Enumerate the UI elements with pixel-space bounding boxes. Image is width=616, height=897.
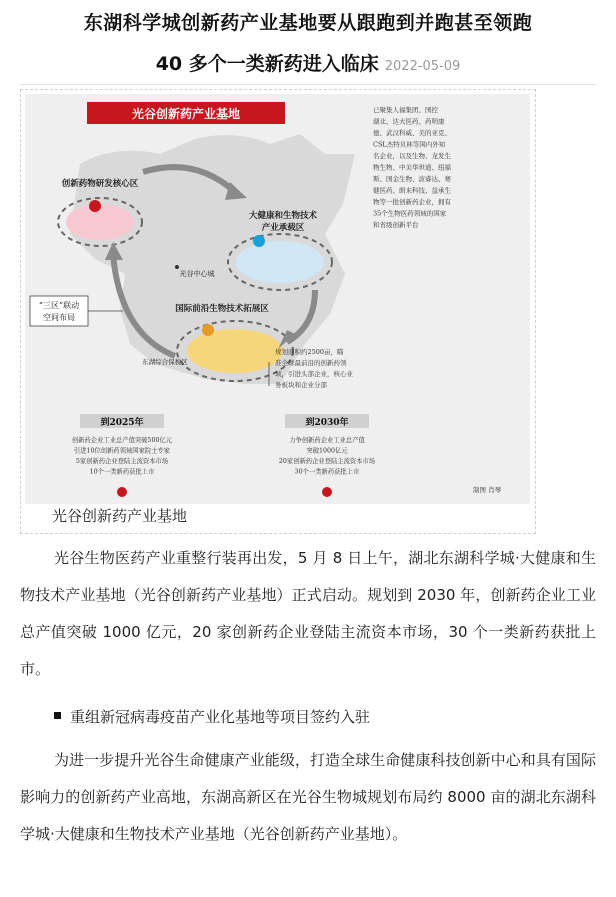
center-label: 光谷中心城 [179, 270, 215, 278]
target-2030-line: 30个一类新药获批上市 [294, 468, 360, 476]
right-note [373, 105, 452, 229]
target-2030-dot [322, 487, 332, 497]
figure-credit: 制图 肖琴 [473, 486, 502, 494]
right-note-line: 德、武汉科威、美的亚克、 [373, 129, 451, 137]
right-note-line: 湖北、达大医药、药明康 [373, 117, 445, 126]
right-note-line: 和省级创新平台 [373, 221, 419, 229]
carry-zone-pin-icon [253, 235, 265, 247]
right-note-line: 已聚集人福集团、国控 [373, 106, 438, 114]
right-note-line: 35个生物医药领域的国家 [373, 209, 447, 218]
bottom-note-line: 域，引进头部企业，核心业 [275, 370, 353, 378]
expand-zone-pin-icon [202, 324, 214, 336]
bottom-note-line: 务板块和企业分部 [275, 381, 327, 389]
article-title-line1: 东湖科学城创新药产业基地要从跟跑到并跑甚至领跑 [83, 12, 533, 34]
infographic-figure [25, 94, 530, 504]
article-title-line2-row [0, 49, 616, 76]
core-zone-fill [66, 204, 134, 240]
right-note-line: 名企业，以及生物、龙发生 [373, 152, 451, 160]
right-note-line: 物等一批创新药企业，拥有 [373, 198, 451, 206]
target-2025-line: 10个一类新药获批上市 [89, 468, 155, 476]
figure-caption: 光谷创新药产业基地 [52, 507, 188, 525]
right-note-line: 健医药、朗来科技、益承生 [373, 186, 451, 195]
target-2030-line: 突破1000亿元 [306, 447, 348, 455]
section-heading: 重组新冠病毒疫苗产业化基地等项目签约入驻 [70, 708, 371, 726]
target-2025-dot [117, 487, 127, 497]
publish-date: 2022-05-09 [384, 59, 461, 74]
target-2025-line: 引进10位创新药领域国家院士专家 [73, 447, 171, 455]
bottom-note-line: 准全球最前沿的创新药领 [275, 359, 347, 367]
article-title-line2: 40 多个一类新药进入临床 [155, 53, 379, 75]
target-2030-line: 20家创新药企业登陆主流资本市场 [278, 458, 376, 465]
right-note-line: CSL杰特贝林等国内外知 [373, 140, 446, 149]
banner-title: 光谷创新药产业基地 [131, 107, 241, 121]
carry-zone-fill [236, 241, 324, 283]
three-zones-label-2: 空间布局 [43, 313, 75, 322]
paragraph-1: 光谷生物医药产业重整行装再出发，5 月 8 日上午，湖北东湖科学城·大健康和生物技术产业基地（光谷创新药产业基地）正式启动。规划到 2030 年，创新药企业工业总产值突破 1000 亿元，20 家创新药企业登陆主流资本市场，30 个一类新药获批上市。 [20, 549, 596, 678]
bottom-note-line: 规划面积约2500亩，瞄 [275, 348, 344, 356]
section-heading-row [54, 706, 370, 727]
target-2030-year: 到2030年 [305, 418, 349, 428]
core-zone-label: 创新药物研发核心区 [61, 179, 139, 189]
right-note-line: 斯、国金生物、波睿达、赛 [373, 175, 451, 183]
bonded-zone-label: 东湖综合保税区 [142, 358, 188, 366]
target-2025-year: 到2025年 [100, 418, 144, 428]
target-2030-line: 力争创新药企业工业总产值 [289, 437, 365, 444]
paragraph-2: 为进一步提升光谷生命健康产业能级，打造全球生命健康科技创新中心和具有国际影响力的创新药产业高地，东湖高新区在光谷生物城规划布局约 8000 亩的湖北东湖科学城·大健康和生物技术产业基地（光谷创新药产业基地）。 [20, 751, 596, 843]
carry-zone-label-2: 产业承载区 [261, 223, 305, 233]
expand-zone-label: 国际前沿生物技术拓展区 [175, 304, 269, 314]
title-divider [20, 84, 596, 85]
target-2025-line: 5家创新药企业登陆主流资本市场 [75, 458, 169, 465]
carry-zone-label-1: 大健康和生物技术 [248, 211, 318, 221]
target-2025-line: 创新药企业工业总产值突破500亿元 [71, 437, 173, 444]
center-dot [175, 265, 179, 269]
bullet-square-icon [54, 712, 61, 719]
right-note-line: 物生物、中美华世通、纽福 [373, 163, 451, 172]
three-zones-label-1: “三区”联动 [38, 301, 80, 310]
core-zone-pin-icon [89, 200, 101, 212]
